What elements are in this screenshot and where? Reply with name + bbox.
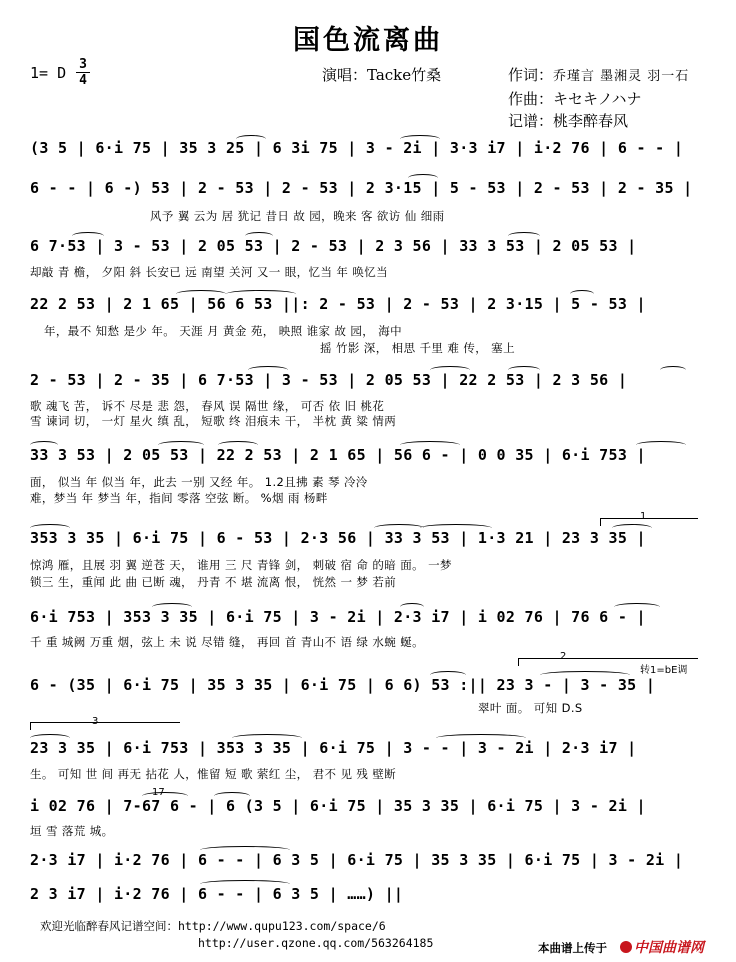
slur — [236, 135, 266, 143]
slur — [248, 366, 288, 374]
slur — [200, 880, 290, 888]
page-title: 国色流离曲 — [293, 25, 443, 56]
notation-row-12: 2·3 i7 | i·2 76 | 6 - - | 6 3 5 | 6·i 75 | 35 3 35 | 6·i 75 | 3 - 2i | — [30, 851, 684, 869]
lyricist-credit — [508, 64, 689, 85]
time-denominator: 4 — [79, 73, 87, 88]
slur — [400, 135, 440, 143]
time-signature — [76, 58, 90, 87]
volta-3-marker: 3 — [92, 716, 99, 727]
notation-row-8: 6·i 753 | 353 3 35 | 6·i 75 | 3 - 2i | 2·3 i7 | i 02 76 | 76 6 - | — [30, 608, 646, 626]
notation-row-5: 2 - 53 | 2 - 35 | 6 7·53 | 3 - 53 | 2 05 53 | 22 2 53 | 2 3 56 | — [30, 371, 628, 389]
notation-row-6: 33 3 53 | 2 05 53 | 22 2 53 | 2 1 65 | 56 6 - | 0 0 35 | 6·i 753 | — [30, 446, 646, 464]
lyric-row-7-line-2: 锁三 生，重闻 此 曲 已断 魂， 丹青 不 堪 流离 恨， 恍然 一 梦 若前 — [30, 575, 397, 589]
lyric-row-4-line-1: 年，最不 知愁 是少 年。 天涯 月 黄金 苑， 映照 谁家 故 园， 海中 — [44, 324, 403, 338]
slur — [408, 174, 438, 182]
volta-2-marker: 2 — [560, 651, 567, 662]
notation-row-2: 6 - - | 6 -) 53 | 2 - 53 | 2 - 53 | 2 3·15 | 5 - 53 | 2 - 53 | 2 - 35 | — [30, 179, 693, 197]
slur — [30, 524, 70, 532]
slur — [152, 603, 192, 611]
notation-row-4: 22 2 53 | 2 1 65 | 56 6 53 ||: 2 - 53 | 2 - 53 | 2 3·15 | 5 - 53 | — [30, 295, 646, 313]
transcriber-label: 记谱： — [508, 112, 554, 130]
slur — [214, 792, 250, 800]
lyric-row-10-line-1: 生。 可知 世 间 再无 拈花 人，惟留 短 歌 萦红 尘， 君不 见 残 壁断 — [30, 767, 397, 781]
lyric-row-5-line-1: 歌 魂飞 苦， 诉不 尽是 悲 怨， 春风 误 隔世 缘， 可否 依 旧 桃花 — [30, 399, 385, 413]
slur — [420, 524, 492, 532]
slur — [374, 524, 424, 532]
logo-ball-icon — [620, 941, 632, 953]
slur — [176, 290, 226, 298]
volta-1-bracket — [600, 518, 698, 526]
lyric-row-6-line-2: 难，梦当 年 梦当 年，指间 零落 空弦 断。 %烟 雨 杨畔 — [30, 491, 328, 505]
slur — [636, 441, 686, 449]
slur — [570, 290, 594, 298]
slur — [508, 232, 540, 240]
slur — [660, 366, 686, 374]
lyricist-label: 作词： — [508, 66, 554, 84]
lyric-row-11-line-1: 垣 雪 落荒 城。 — [30, 824, 114, 838]
grace-note-annotation: 17 — [152, 787, 165, 798]
lyric-row-3-line-1: 却敲 青 檐， 夕阳 斜 长安已 远 南望 关河 又一 眼，忆当 年 唤忆当 — [30, 265, 389, 279]
footer-welcome-line: 欢迎光临醉春风记谱空间：http://www.qupu123.com/space/6 — [40, 919, 386, 933]
slur — [72, 232, 104, 240]
notation-row-3: 6 7·53 | 3 - 53 | 2 05 53 | 2 - 53 | 2 3 56 | 33 3 53 | 2 05 53 | — [30, 237, 637, 255]
slur — [400, 441, 460, 449]
notation-row-1: (3 5 | 6·i 75 | 35 3 25 | 6 3i 75 | 3 - 2i | 3·3 i7 | i·2 76 | 6 - - | — [30, 139, 684, 157]
volta-1-marker: 1 — [640, 511, 647, 522]
composer-label: 作曲： — [508, 90, 554, 108]
lyric-row-8-line-1: 千 重 城阙 万重 烟，弦上 未 说 尽错 缝， 再回 首 青山不 语 绿 水蜿 蜒。 — [30, 635, 425, 649]
notation-row-11: i 02 76 | 7-67 6 - | 6 (3 5 | 6·i 75 | 35 3 35 | 6·i 75 | 3 - 2i | — [30, 797, 646, 815]
slur — [245, 232, 273, 240]
slur — [30, 734, 70, 742]
key-signature: 1= D — [30, 64, 67, 82]
lyric-row-4-line-2: 摇 竹影 深， 相思 千里 难 传， 塞上 — [320, 341, 515, 355]
slur — [430, 671, 466, 679]
lyric-row-7-line-1: 惊鸿 雁，且展 羽 翼 逆苍 天， 谁用 三 尺 青锋 剑， 刺破 宿 命 的暗 面。 一梦 — [30, 558, 452, 572]
lyric-row-6-line-1: 面， 似当 年 似当 年，此去 一别 又经 年。 1.2且拂 素 琴 冷泠 — [30, 475, 368, 489]
slur — [508, 366, 540, 374]
slur — [218, 441, 258, 449]
slur — [430, 366, 470, 374]
notation-row-13: 2 3 i7 | i·2 76 | 6 - - | 6 3 5 | ……) || — [30, 885, 404, 903]
transcriber-credit — [508, 110, 628, 131]
slur — [436, 734, 526, 742]
transcriber-name: 桃李醉春风 — [553, 112, 629, 130]
slur — [226, 290, 296, 298]
logo-text: 中国曲谱网 — [634, 940, 704, 956]
singer-credit: 演唱：Tacke竹桑 — [322, 66, 442, 84]
key-change-note: 转1=bE调 — [640, 665, 688, 676]
lyric-row-2-line-1: 风予 翼 云为 居 犹记 昔日 故 园，晚来 客 欲访 仙 细雨 — [150, 209, 445, 223]
slur — [400, 603, 424, 611]
notation-row-9: 6 - (35 | 6·i 75 | 35 3 35 | 6·i 75 | 6 6) 53 :|| 23 3 - | 3 - 35 | — [30, 676, 656, 694]
slur — [142, 792, 188, 800]
lyric-row-9-line-1: 翠叶 面。 可知 D.S — [478, 701, 583, 715]
time-numerator: 3 — [79, 57, 87, 72]
notation-row-7: 353 3 35 | 6·i 75 | 6 - 53 | 2·3 56 | 33 3 53 | 1·3 21 | 23 3 35 | — [30, 529, 646, 547]
footer-qzone-link[interactable]: http://user.qzone.qq.com/563264185 — [198, 936, 434, 950]
site-logo — [620, 937, 704, 957]
lyricist-names: 乔瑾言 墨湘灵 羽一石 — [553, 69, 690, 84]
slur — [232, 734, 302, 742]
slur — [30, 441, 58, 449]
slur — [614, 603, 660, 611]
slur — [200, 846, 290, 854]
slur — [540, 671, 630, 679]
lyric-row-5-line-2: 雪 谏词 切， 一灯 星火 缜 乱， 短歌 终 泪痕未 干， 半枕 黄 粱 情两 — [30, 414, 397, 428]
volta-3-bracket — [30, 722, 180, 730]
composer-name: キセキノハナ — [553, 90, 642, 108]
composer-credit — [508, 88, 642, 109]
slur — [158, 441, 204, 449]
upload-source-text: 本曲谱上传于 — [538, 941, 607, 955]
notation-row-10: 23 3 35 | 6·i 753 | 353 3 35 | 6·i 75 | 3 - - | 3 - 2i | 2·3 i7 | — [30, 739, 637, 757]
